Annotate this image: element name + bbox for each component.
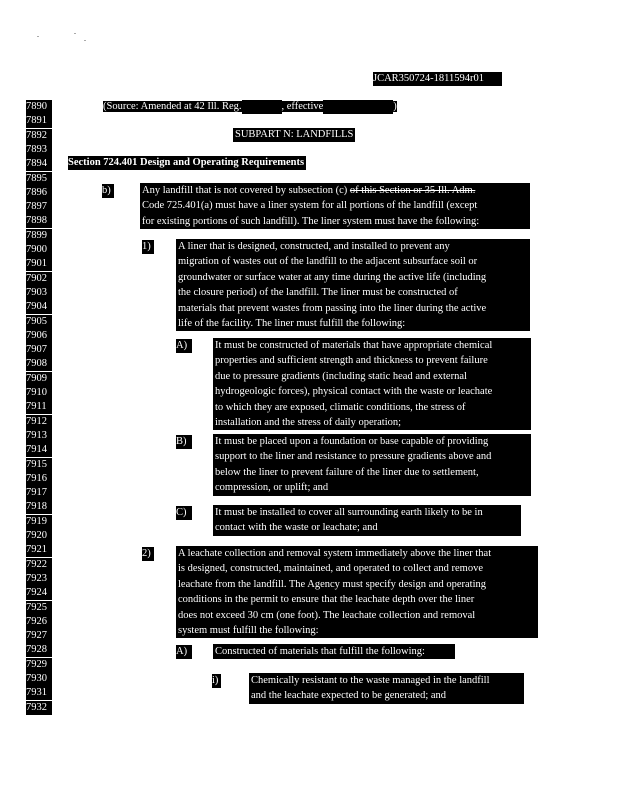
line-number: 7905: [26, 315, 52, 329]
paragraph-line: migration of wastes out of the landfill to the adjacent subsurface soil or: [176, 254, 530, 269]
line-number: 7914: [26, 443, 52, 457]
line-number: 7917: [26, 486, 52, 500]
paragraph-line: the closure period) of the landfill. The liner must be constructed of: [176, 285, 530, 300]
document-id: JCAR350724-1811594r01: [373, 72, 502, 86]
line-number: 7928: [26, 643, 52, 657]
paragraph-line: compression, or uplift; and: [213, 480, 531, 495]
paragraph-line: A leachate collection and removal system immediately above the liner that: [176, 546, 538, 561]
paragraph-line: Chemically resistant to the waste managed in the landfill: [249, 673, 524, 688]
line-number: 7925: [26, 601, 52, 615]
line-number: 7930: [26, 672, 52, 686]
para-1A-label: A): [176, 339, 192, 353]
para-2: [176, 546, 538, 638]
line-number: 7909: [26, 372, 52, 386]
paragraph-line: life of the facility. The liner must fulfill the following:: [176, 316, 530, 331]
line-number: 7924: [26, 586, 52, 600]
para-2A-label: A): [176, 645, 192, 659]
line-number: 7920: [26, 529, 52, 543]
scan-speck: [37, 36, 39, 37]
line-number: 7932: [26, 701, 52, 715]
line-number: 7916: [26, 472, 52, 486]
paragraph-line: properties and sufficient strength and thickness to prevent failure: [213, 353, 531, 368]
line-number: 7915: [26, 458, 52, 472]
para-b-line-3: for existing portions of such landfill). The liner system must have the following:: [140, 214, 530, 229]
line-number: 7921: [26, 543, 52, 557]
line-number: 7894: [26, 157, 52, 171]
line-number: 7896: [26, 186, 52, 200]
line-number: 7899: [26, 229, 52, 243]
subpart-title: SUBPART N: LANDFILLS: [235, 129, 354, 140]
line-number: 7900: [26, 243, 52, 257]
paragraph-line: It must be installed to cover all surrounding earth likely to be in: [213, 505, 521, 520]
paragraph-line: and the leachate expected to be generated; and: [249, 688, 524, 703]
line-number: 7919: [26, 515, 52, 529]
para-1-label: 1): [142, 240, 154, 254]
line-number: 7893: [26, 143, 52, 157]
paragraph-line: support to the liner and resistance to pressure gradients above and: [213, 449, 531, 464]
line-number: 7910: [26, 386, 52, 400]
paragraph-line: materials that prevent wastes from passing into the liner during the active: [176, 301, 530, 316]
line-number: 7902: [26, 272, 52, 286]
para-1A: [213, 338, 531, 430]
paragraph-line: contact with the waste or leachate; and: [213, 520, 521, 535]
paragraph-line: to which they are exposed, climatic conditions, the stress of: [213, 400, 531, 415]
line-number: 7926: [26, 615, 52, 629]
line-number: 7898: [26, 214, 52, 228]
scan-speck: [84, 40, 86, 41]
paragraph-line: leachate from the landfill. The Agency must specify design and operating: [176, 577, 538, 592]
source-prefix: (Source: Amended at 42 Ill. Reg.: [103, 101, 242, 112]
line-number: 7901: [26, 257, 52, 271]
paragraph-line: groundwater or surface water at any time during the active life (including: [176, 270, 530, 285]
line-number: 7895: [26, 172, 52, 186]
line-number: 7918: [26, 500, 52, 514]
source-mid: , effective: [281, 101, 324, 112]
paragraph-line: It must be constructed of materials that have appropriate chemical: [213, 338, 531, 353]
line-number: 7929: [26, 658, 52, 672]
line-number: 7890: [26, 100, 52, 114]
line-number: 7927: [26, 629, 52, 643]
line-number: 7897: [26, 200, 52, 214]
para-b-line-2: Code 725.401(a) must have a liner system for all portions of the landfill (except: [140, 198, 530, 213]
paragraph-line: installation and the stress of daily operation;: [213, 415, 531, 430]
para-2A: [213, 644, 455, 659]
source-end: ): [393, 101, 397, 112]
para-i: [249, 673, 524, 704]
paragraph-line: system must fulfill the following:: [176, 623, 538, 638]
line-number: 7907: [26, 343, 52, 357]
paragraph-line: conditions in the permit to ensure that the leachate depth over the liner: [176, 592, 538, 607]
source-note: [103, 100, 397, 115]
para-2-label: 2): [142, 547, 154, 561]
scan-speck: [74, 33, 76, 34]
para-1: [176, 239, 530, 331]
para-i-label: i): [212, 674, 221, 688]
line-number: 7904: [26, 300, 52, 314]
para-1B: [213, 434, 531, 496]
line-number: 7892: [26, 129, 52, 143]
para-1C-label: C): [176, 506, 192, 520]
line-number: 7891: [26, 114, 52, 128]
para-b-line-1: Any landfill that is not covered by subsection (c) of this Section or 35 Ill. Adm.: [140, 183, 530, 198]
line-number: 7912: [26, 415, 52, 429]
para-1B-label: B): [176, 435, 192, 449]
line-number: 7931: [26, 686, 52, 700]
para-b-label: b): [102, 184, 114, 198]
para-1C: [213, 505, 521, 536]
paragraph-line: does not exceed 30 cm (one foot). The leachate collection and removal: [176, 608, 538, 623]
paragraph-line: A liner that is designed, constructed, and installed to prevent any: [176, 239, 530, 254]
paragraph-line: below the liner to prevent failure of the liner due to settlement,: [213, 465, 531, 480]
line-number: 7903: [26, 286, 52, 300]
line-number: 7906: [26, 329, 52, 343]
para-b: [140, 183, 530, 229]
paragraph-line: due to pressure gradients (including static head and external: [213, 369, 531, 384]
paragraph-line: is designed, constructed, maintained, and operated to collect and remove: [176, 561, 538, 576]
line-number: 7911: [26, 400, 52, 414]
line-number: 7923: [26, 572, 52, 586]
section-heading: Section 724.401 Design and Operating Requirements: [68, 157, 305, 168]
line-number: 7908: [26, 357, 52, 371]
line-number: 7922: [26, 558, 52, 572]
paragraph-line: It must be placed upon a foundation or base capable of providing: [213, 434, 531, 449]
paragraph-line: Constructed of materials that fulfill the following:: [213, 644, 455, 659]
line-number: 7913: [26, 429, 52, 443]
paragraph-line: hydrogeologic forces), physical contact with the waste or leachate: [213, 384, 531, 399]
